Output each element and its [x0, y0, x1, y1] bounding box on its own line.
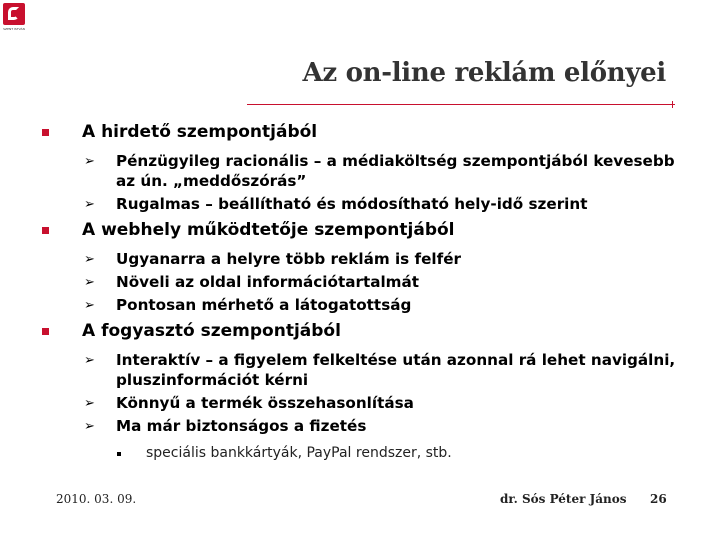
list-item [42, 393, 682, 413]
arrow-bullet-icon: ➢ [84, 252, 95, 267]
section-heading [42, 320, 682, 343]
title-divider-tick [672, 101, 673, 108]
logo-icon [3, 3, 25, 25]
arrow-bullet-icon: ➢ [84, 419, 95, 434]
arrow-bullet-icon: ➢ [84, 353, 95, 368]
section-consumer [42, 320, 682, 463]
slide-title: Az on-line reklám előnyei [302, 58, 666, 88]
logo-text: SZENT ISTVÁN [3, 27, 25, 31]
arrow-bullet-icon: ➢ [84, 396, 95, 411]
section-heading-text: A webhely működtetője szempontjából [82, 220, 455, 240]
square-bullet-icon [42, 129, 49, 136]
list-item [42, 295, 682, 315]
slide-content [42, 121, 682, 463]
arrow-bullet-icon: ➢ [84, 275, 95, 290]
list-item [42, 416, 682, 436]
small-square-bullet-icon [117, 452, 121, 456]
list-item [42, 249, 682, 269]
section-heading [42, 121, 682, 144]
list-item-text: Interaktív – a figyelem felkeltése után azonnal rá lehet navigálni, pluszinformációt kérni [116, 351, 676, 389]
brand-logo [3, 3, 27, 35]
list-item-text: Pontosan mérhető a látogatottság [116, 296, 412, 314]
list-item [42, 151, 682, 191]
arrow-bullet-icon: ➢ [84, 298, 95, 313]
sub-list-item-text: speciális bankkártyák, PayPal rendszer, stb. [146, 445, 452, 461]
footer-author: dr. Sós Péter János [500, 492, 627, 506]
list-item-text: Könnyű a termék összehasonlítása [116, 394, 414, 412]
square-bullet-icon [42, 328, 49, 335]
list-item-text: Pénzügyileg racionális – a médiaköltség szempontjából kevesebb az ún. „meddőszórás” [116, 152, 675, 190]
arrow-bullet-icon: ➢ [84, 154, 95, 169]
section-advertiser [42, 121, 682, 214]
page-number: 26 [650, 492, 667, 506]
arrow-bullet-icon: ➢ [84, 197, 95, 212]
section-heading-text: A fogyasztó szempontjából [82, 321, 341, 341]
title-divider [247, 104, 675, 105]
sub-list-item [42, 443, 682, 463]
list-item-text: Ugyanarra a helyre több reklám is felfér [116, 250, 461, 268]
list-item [42, 350, 682, 390]
list-item-text: Rugalmas – beállítható és módosítható hely-idő szerint [116, 195, 588, 213]
list-item [42, 272, 682, 292]
section-heading-text: A hirdető szempontjából [82, 122, 318, 142]
list-item-text: Ma már biztonságos a fizetés [116, 417, 367, 435]
section-website [42, 219, 682, 315]
section-heading [42, 219, 682, 242]
list-item-text: Növeli az oldal információtartalmát [116, 273, 419, 291]
list-item [42, 194, 682, 214]
footer-date: 2010. 03. 09. [56, 492, 137, 506]
square-bullet-icon [42, 227, 49, 234]
